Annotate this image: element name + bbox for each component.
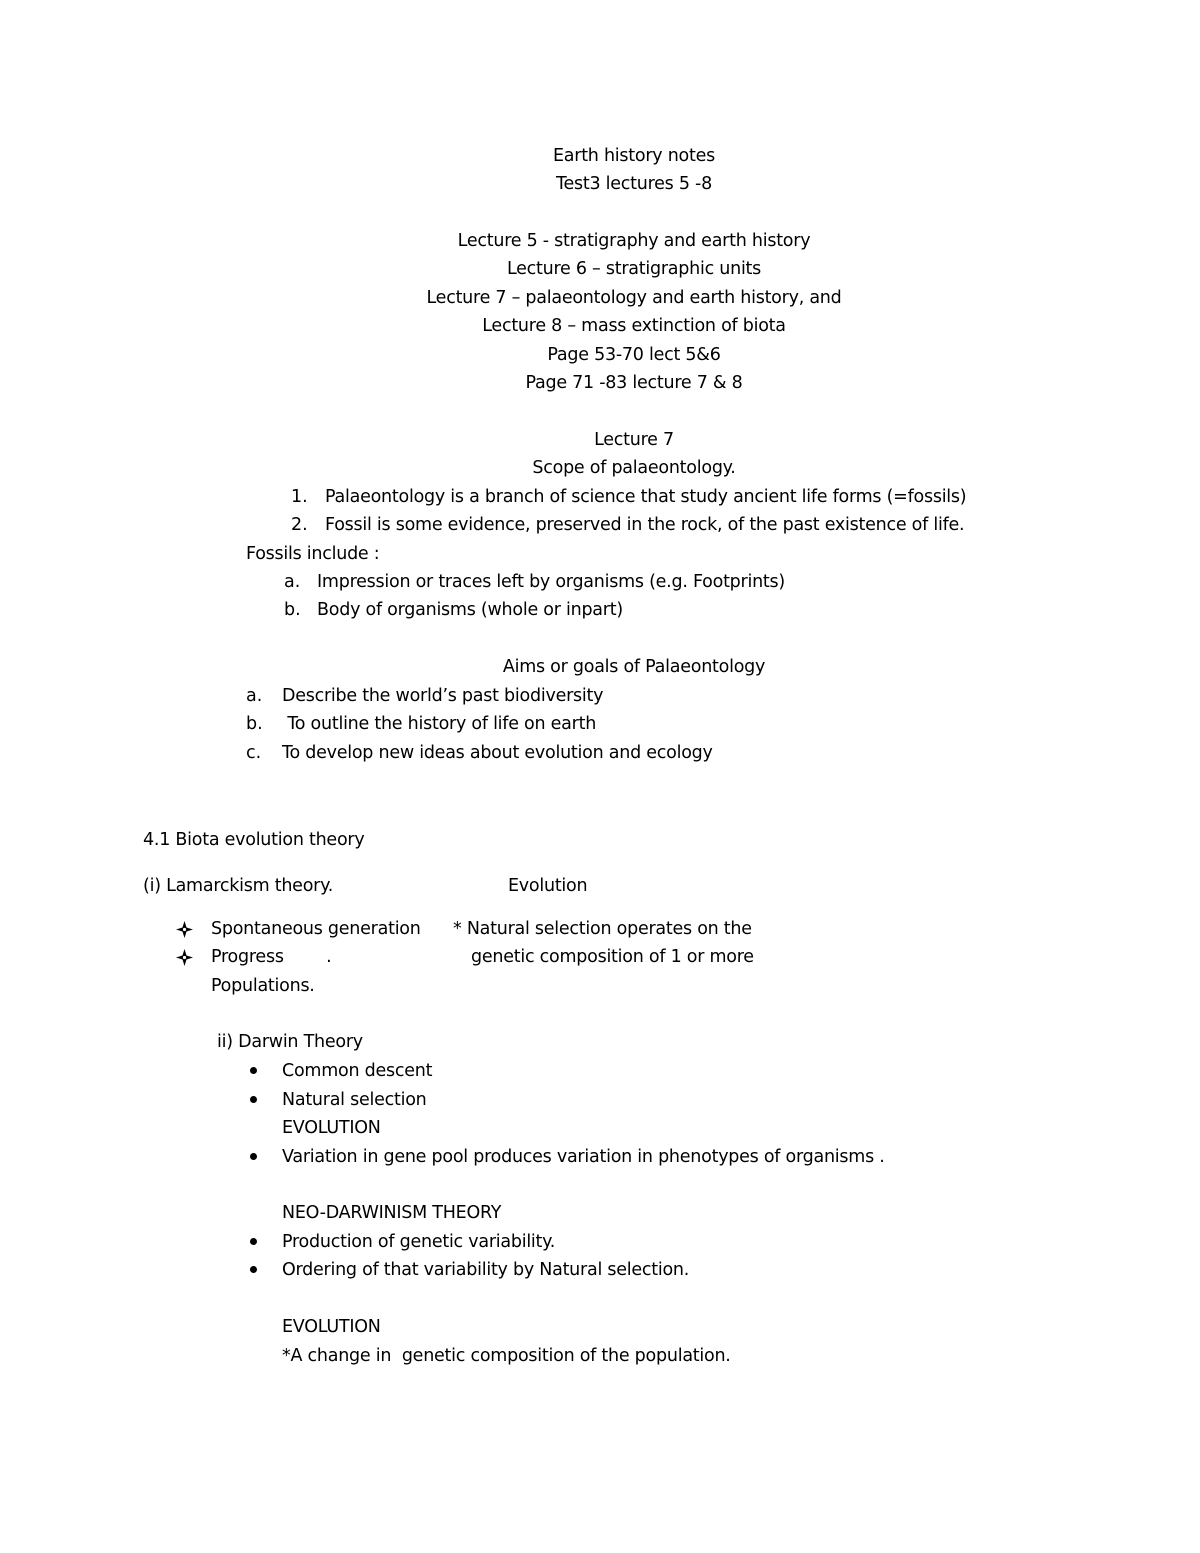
pages-line-2: Page 71 -83 lecture 7 & 8 bbox=[525, 373, 743, 393]
darwin-heading: ii) Darwin Theory bbox=[217, 1032, 363, 1052]
lecture-6-line: Lecture 6 – stratigraphic units bbox=[506, 259, 762, 279]
lamarck-evolution-text-1: * Natural selection operates on the bbox=[453, 919, 752, 939]
aims-marker-c: c. bbox=[246, 743, 262, 763]
pages-line-1: Page 53-70 lect 5&6 bbox=[547, 345, 721, 365]
fossils-item-b: Body of organisms (whole or inpart) bbox=[317, 600, 623, 620]
section-4-1-heading: 4.1 Biota evolution theory bbox=[143, 830, 365, 850]
bullet-dot-icon bbox=[250, 1096, 257, 1103]
scope-heading: Scope of palaeontology. bbox=[532, 458, 736, 478]
aims-item-c: To develop new ideas about evolution and ecology bbox=[282, 743, 713, 763]
bullet-dot-icon bbox=[250, 1238, 257, 1245]
numbered-marker-2: 2. bbox=[291, 515, 308, 535]
darwin-evolution-item: Variation in gene pool produces variation in phenotypes of organisms . bbox=[282, 1147, 885, 1167]
darwin-evolution-label: EVOLUTION bbox=[282, 1118, 381, 1138]
neo-item-1: Production of genetic variability. bbox=[282, 1232, 556, 1252]
bullet-dot-icon bbox=[250, 1067, 257, 1074]
numbered-item-1: Palaeontology is a branch of science that study ancient life forms (=fossils) bbox=[325, 487, 967, 507]
bullet-dot-icon bbox=[250, 1153, 257, 1160]
numbered-marker-1: 1. bbox=[291, 487, 308, 507]
aims-item-a: Describe the world’s past biodiversity bbox=[282, 686, 604, 706]
lamarckism-heading: (i) Lamarckism theory. bbox=[143, 876, 334, 896]
lamarck-item-2: Progress . bbox=[211, 947, 332, 967]
diamond-bullet-icon bbox=[176, 949, 193, 966]
document-title: Earth history notes bbox=[552, 146, 716, 166]
numbered-item-2: Fossil is some evidence, preserved in the rock, of the past existence of life. bbox=[325, 515, 965, 535]
lecture-8-line: Lecture 8 – mass extinction of biota bbox=[482, 316, 786, 336]
neo-item-2: Ordering of that variability by Natural selection. bbox=[282, 1260, 690, 1280]
lecture-5-line: Lecture 5 - stratigraphy and earth history bbox=[457, 231, 811, 251]
lecture-7-heading: Lecture 7 bbox=[594, 430, 674, 450]
darwin-item-1: Common descent bbox=[282, 1061, 433, 1081]
document-subtitle: Test3 lectures 5 -8 bbox=[555, 174, 712, 194]
bullet-dot-icon bbox=[250, 1266, 257, 1273]
lamarck-evolution-text-2: genetic composition of 1 or more bbox=[471, 947, 754, 967]
aims-marker-a: a. bbox=[246, 686, 263, 706]
diamond-bullet-icon bbox=[176, 921, 193, 938]
fossils-intro: Fossils include : bbox=[246, 544, 380, 564]
lamarck-continuation: Populations. bbox=[211, 976, 315, 996]
darwin-item-2: Natural selection bbox=[282, 1090, 427, 1110]
fossils-marker-a: a. bbox=[284, 572, 301, 592]
aims-item-b: To outline the history of life on earth bbox=[282, 714, 597, 734]
lamarck-item-1: Spontaneous generation bbox=[211, 919, 421, 939]
aims-marker-b: b. bbox=[246, 714, 263, 734]
neo-darwinism-heading: NEO-DARWINISM THEORY bbox=[282, 1203, 502, 1223]
fossils-item-a: Impression or traces left by organisms (e.g. Footprints) bbox=[317, 572, 785, 592]
aims-heading: Aims or goals of Palaeontology bbox=[502, 657, 766, 677]
fossils-marker-b: b. bbox=[284, 600, 301, 620]
lamarckism-evolution-label: Evolution bbox=[508, 876, 588, 896]
lecture-7-line: Lecture 7 – palaeontology and earth history, and bbox=[426, 288, 842, 308]
neo-evolution-label: EVOLUTION bbox=[282, 1317, 381, 1337]
neo-evolution-text: *A change in genetic composition of the population. bbox=[282, 1346, 731, 1366]
